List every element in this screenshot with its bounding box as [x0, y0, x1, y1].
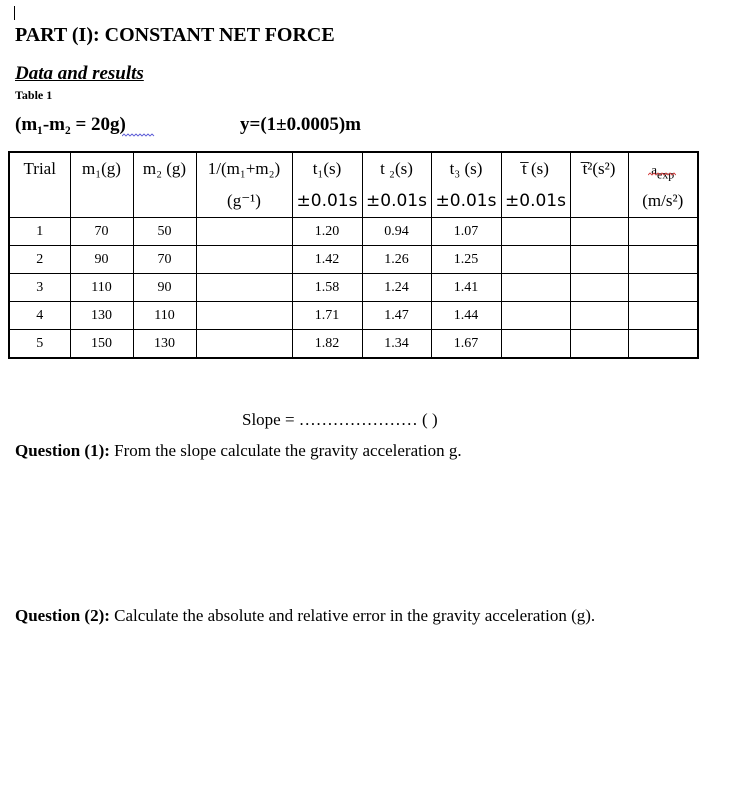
table-caption: Table 1 [15, 88, 53, 102]
header-trial: Trial [9, 152, 70, 185]
y-value: y=(1±0.0005)m [240, 114, 361, 135]
unit-m1 [70, 185, 133, 218]
header-m2: m₂ (g) [133, 152, 196, 185]
cell-tbar[interactable] [501, 218, 570, 246]
cell-m1: 110 [70, 274, 133, 302]
cell-m2: 70 [133, 246, 196, 274]
cell-t3: 1.67 [431, 330, 501, 359]
cell-t3: 1.07 [431, 218, 501, 246]
question-1 [15, 441, 462, 461]
cell-t2: 1.26 [362, 246, 431, 274]
cell-tbar-squared[interactable] [570, 330, 628, 359]
cell-aexp[interactable] [628, 274, 698, 302]
uncertainty-t3: ±0.01s [431, 185, 501, 218]
header-aexp [628, 152, 698, 185]
cell-tbar[interactable] [501, 302, 570, 330]
cell-inverse-mass[interactable] [196, 218, 292, 246]
table-row [9, 302, 698, 330]
cell-m1: 130 [70, 302, 133, 330]
cell-m2: 90 [133, 274, 196, 302]
cell-t1: 1.58 [292, 274, 362, 302]
spellcheck-underline [648, 172, 676, 177]
cell-t3: 1.44 [431, 302, 501, 330]
question-2-text: Calculate the absolute and relative error in the gravity acceleration (g). [109, 606, 596, 625]
cell-t1: 1.82 [292, 330, 362, 359]
results-table [8, 151, 699, 359]
cell-tbar[interactable] [501, 246, 570, 274]
part-title: PART (I): CONSTANT NET FORCE [15, 24, 335, 46]
cell-tbar-squared[interactable] [570, 274, 628, 302]
unit-tbar-squared [570, 185, 628, 218]
cell-trial: 4 [9, 302, 70, 330]
cell-tbar-squared[interactable] [570, 246, 628, 274]
cell-tbar-squared[interactable] [570, 218, 628, 246]
cell-t3: 1.25 [431, 246, 501, 274]
unit-inverse-mass: (g⁻¹) [196, 185, 292, 218]
header-m1: m₁(g) [70, 152, 133, 185]
header-tbar-squared: t̅²(s²) [570, 152, 628, 185]
cell-m2: 130 [133, 330, 196, 359]
question-2-label: Question (2): [15, 606, 110, 625]
cell-inverse-mass[interactable] [196, 330, 292, 359]
unit-trial [9, 185, 70, 218]
unit-m2 [133, 185, 196, 218]
cell-inverse-mass[interactable] [196, 274, 292, 302]
cell-t1: 1.42 [292, 246, 362, 274]
slope-line: Slope = ………………… ( ) [242, 410, 438, 429]
cell-m1: 150 [70, 330, 133, 359]
cell-inverse-mass[interactable] [196, 302, 292, 330]
cell-t2: 1.47 [362, 302, 431, 330]
cell-aexp[interactable] [628, 302, 698, 330]
table-row [9, 330, 698, 359]
question-2 [15, 606, 595, 626]
mass-difference: (m₁-m₂ = 20g) [15, 114, 126, 135]
question-1-text: From the slope calculate the gravity acceleration g. [109, 441, 462, 460]
cell-m2: 110 [133, 302, 196, 330]
cell-t2: 1.34 [362, 330, 431, 359]
table-row [9, 218, 698, 246]
uncertainty-t2: ±0.01s [362, 185, 431, 218]
spellcheck-underline [122, 133, 156, 138]
cell-t3: 1.41 [431, 274, 501, 302]
cell-tbar[interactable] [501, 330, 570, 359]
header-row [9, 152, 698, 185]
unit-aexp: (m/s²) [628, 185, 698, 218]
cell-inverse-mass[interactable] [196, 246, 292, 274]
uncertainty-tbar: ±0.01s [501, 185, 570, 218]
cell-t2: 1.24 [362, 274, 431, 302]
cell-tbar[interactable] [501, 274, 570, 302]
cell-t1: 1.71 [292, 302, 362, 330]
cell-trial: 2 [9, 246, 70, 274]
table-row [9, 274, 698, 302]
header-unit-row [9, 185, 698, 218]
question-1-label: Question (1): [15, 441, 110, 460]
cell-tbar-squared[interactable] [570, 302, 628, 330]
uncertainty-t1: ±0.01s [292, 185, 362, 218]
cell-m2: 50 [133, 218, 196, 246]
cell-aexp[interactable] [628, 246, 698, 274]
cell-trial: 3 [9, 274, 70, 302]
cell-t2: 0.94 [362, 218, 431, 246]
header-t1: t₁(s) [292, 152, 362, 185]
cell-m1: 70 [70, 218, 133, 246]
cell-trial: 5 [9, 330, 70, 359]
header-aexp-sub: exp [657, 167, 675, 182]
cell-t1: 1.20 [292, 218, 362, 246]
data-heading: Data and results [15, 63, 144, 84]
cell-aexp[interactable] [628, 218, 698, 246]
header-aexp-label: a [651, 162, 658, 177]
text-cursor [14, 6, 15, 20]
header-t2: t ₂(s) [362, 152, 431, 185]
table-row [9, 246, 698, 274]
header-inverse-mass: 1/(m₁+m₂) [196, 152, 292, 185]
cell-trial: 1 [9, 218, 70, 246]
header-tbar: t̅ (s) [501, 152, 570, 185]
header-t3: t₃ (s) [431, 152, 501, 185]
cell-aexp[interactable] [628, 330, 698, 359]
cell-m1: 90 [70, 246, 133, 274]
